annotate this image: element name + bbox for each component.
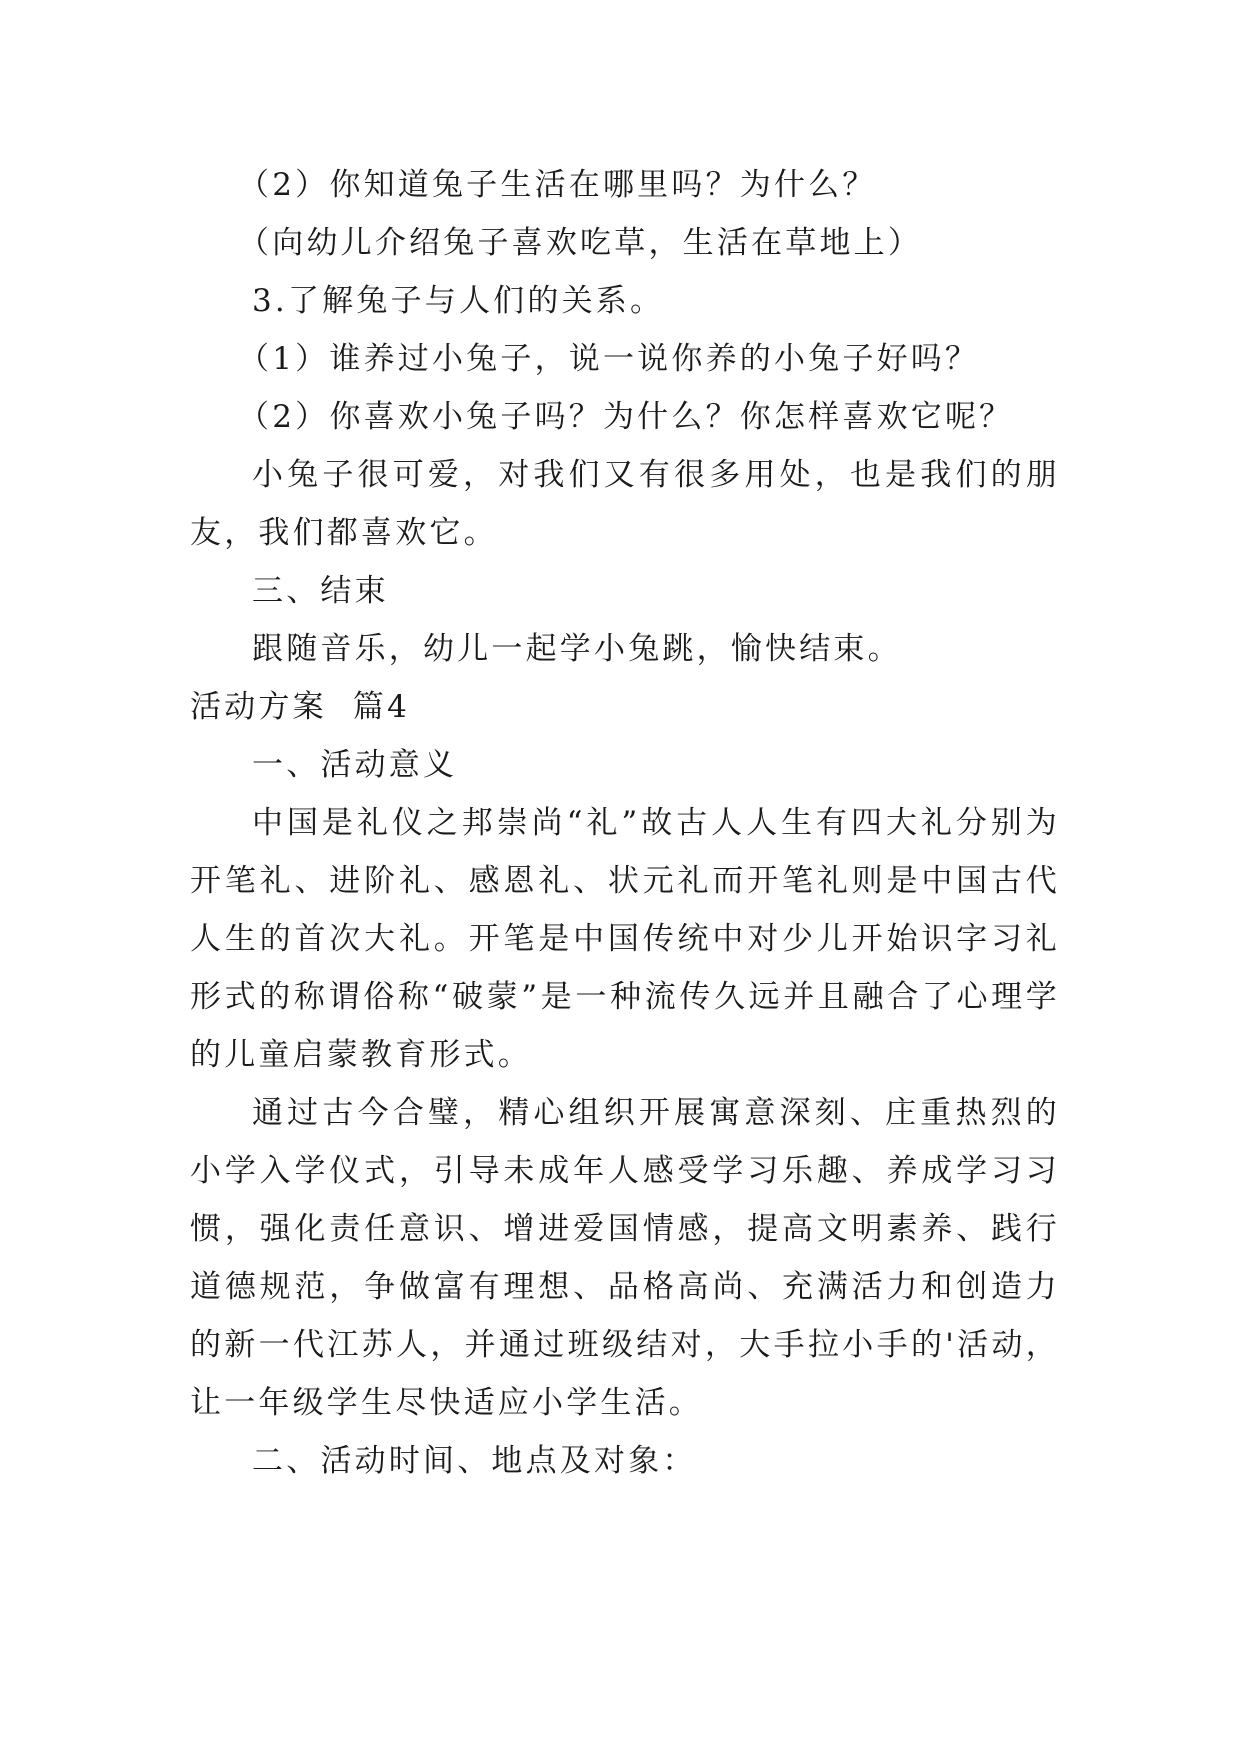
question-who-raised-rabbit: （1）谁养过小兔子，说一说你养的小兔子好吗？: [238, 341, 980, 377]
paragraph-rabbit-friend: 小兔子很可爱，对我们又有很多用处，也是我们的朋友，我们都喜欢它。: [190, 457, 1060, 551]
question-where-rabbits-live: （2）你知道兔子生活在哪里吗？为什么？: [238, 167, 877, 203]
step-rabbit-human-relation: 3.了解兔子与人们的关系。: [252, 283, 665, 319]
heading-ending: 三、结束: [252, 573, 389, 609]
paragraph-meaning-1: 中国是礼仪之邦崇尚“礼”故古人人生有四大礼分别为开笔礼、进阶礼、感恩礼、状元礼而开笔礼则是中国古代人生的首次大礼。开笔是中国传统中对少儿开始识字习礼形式的称谓俗称“破蒙”是一种流传久远并且融合了心理学的儿童启蒙教育形式。: [190, 805, 1060, 1073]
paragraph-ending: 跟随音乐，幼儿一起学小兔跳，愉快结束。: [252, 631, 902, 667]
heading-activity-meaning: 一、活动意义: [252, 747, 458, 783]
paragraph-meaning-2: 通过古今合璧，精心组织开展寓意深刻、庄重热烈的小学入学仪式，引导未成年人感受学习乐趣、养成学习习惯，强化责任意识、增进爱国情感，提高文明素养、践行道德规范，争做富有理想、品格高尚、充满活力和创造力的新一代江苏人，并通过班级结对，大手拉小手的'活动，让一年级学生尽快适应小学生活。: [190, 1095, 1060, 1421]
heading-time-place-target: 二、活动时间、地点及对象：: [252, 1443, 697, 1479]
question-do-you-like-rabbits: （2）你喜欢小兔子吗？为什么？你怎样喜欢它呢？: [238, 399, 1014, 435]
section-title: 活动方案 篇4: [190, 689, 411, 725]
note-rabbits-eat-grass: （向幼儿介绍兔子喜欢吃草，生活在草地上）: [238, 225, 923, 261]
document-body: [190, 156, 1060, 1490]
